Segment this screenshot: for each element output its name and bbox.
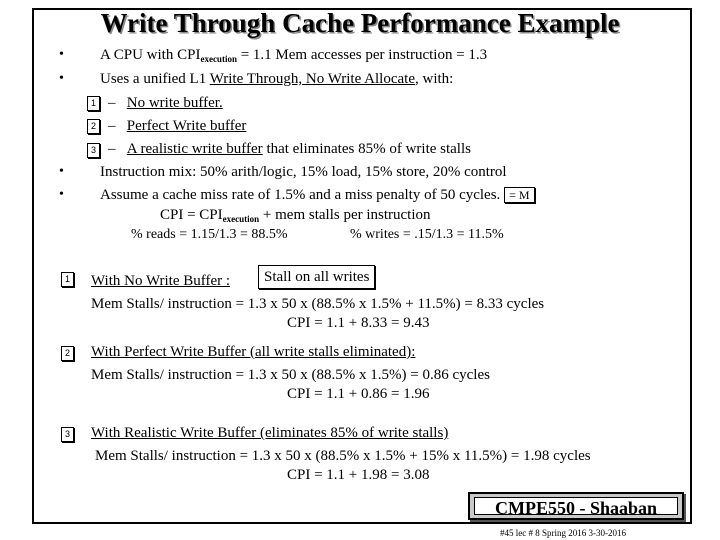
miss-penalty-box: = M [504, 187, 534, 203]
bullet-miss [100, 186, 535, 204]
sub-item-3 [108, 140, 471, 158]
case-3-cpi: CPI = 1.1 + 1.98 = 3.08 [287, 467, 430, 483]
dash: – [108, 141, 116, 157]
cpu-subscript: execution [200, 54, 237, 64]
case-2-heading [91, 343, 415, 361]
cpu-text-post: = 1.1 Mem accesses per instruction = 1.3 [236, 47, 488, 63]
course-badge-label: CMPE550 - Shaaban [474, 497, 678, 515]
course-badge [468, 492, 684, 520]
cache-text-post: , with: [414, 71, 454, 87]
cpi-formula [160, 206, 431, 228]
cache-text: Uses a unified L1 [100, 71, 210, 87]
sub-item-1-text: No write buffer. [126, 95, 223, 111]
sub-item-1 [108, 94, 223, 112]
case-1-stalls: Mem Stalls/ instruction = 1.3 x 50 x (88.5% x 1.5% + 11.5%) = 8.33 cycles [91, 296, 545, 312]
reads-percent: % reads = 1.15/1.3 = 88.5% [131, 227, 288, 242]
bullet-dot: • [59, 47, 64, 62]
bullet-dot: • [59, 187, 64, 202]
writes-percent: % writes = .15/1.3 = 11.5% [350, 227, 504, 242]
case-1-cpi: CPI = 1.1 + 8.33 = 9.43 [287, 315, 430, 331]
bullet-cache [100, 70, 453, 88]
cache-policy: Write Through, No Write Allocate [209, 71, 415, 87]
case-2-badge: 2 [61, 346, 74, 361]
case-3-stalls: Mem Stalls/ instruction = 1.3 x 50 x (88.5% x 1.5% + 15% x 11.5%) = 1.98 cycles [95, 448, 591, 464]
stall-box: Stall on all writes [258, 265, 375, 289]
case-2-stalls: Mem Stalls/ instruction = 1.3 x 50 x (88.5% x 1.5%) = 0.86 cycles [91, 367, 490, 383]
case-3-badge: 3 [61, 427, 74, 442]
cpu-text: A CPU with CPI [100, 47, 201, 63]
bullet-cpu [100, 46, 487, 68]
case-2-title: With Perfect Write Buffer (all write stalls eliminated): [91, 344, 416, 360]
bullet-dot: • [59, 164, 64, 179]
slide-title: Write Through Cache Performance Example [100, 8, 620, 38]
case-2-cpi: CPI = 1.1 + 0.86 = 1.96 [287, 386, 430, 402]
miss-text: Assume a cache miss rate of 1.5% and a miss penalty of 50 cycles. [100, 187, 501, 203]
number-badge: 2 [87, 119, 100, 134]
sub-item-2-text: Perfect Write buffer [126, 118, 247, 134]
case-1-heading [91, 272, 230, 290]
slide-footer: #45 lec # 8 Spring 2016 3-30-2016 [500, 528, 626, 538]
case-3-heading [91, 424, 448, 442]
case-3-title: With Realistic Write Buffer (eliminates 85% of write stalls) [91, 425, 449, 441]
dash: – [108, 118, 116, 134]
number-badge: 1 [87, 96, 100, 111]
bullet-dot: • [59, 71, 64, 86]
sub-item-3-text: A realistic write buffer [126, 141, 263, 157]
sub-item-3-post: that eliminates 85% of write stalls [262, 141, 471, 157]
sub-item-2 [108, 117, 246, 135]
cpi-text-post: + mem stalls per instruction [259, 207, 431, 223]
cpi-subscript: execution [222, 214, 260, 224]
case-1-title: With No Write Buffer : [91, 273, 231, 289]
bullet-mix: Instruction mix: 50% arith/logic, 15% load, 15% store, 20% control [100, 164, 507, 180]
cpi-text: CPI = CPI [160, 207, 223, 223]
dash: – [108, 95, 116, 111]
case-1-badge: 1 [61, 272, 74, 287]
number-badge: 3 [87, 143, 100, 158]
